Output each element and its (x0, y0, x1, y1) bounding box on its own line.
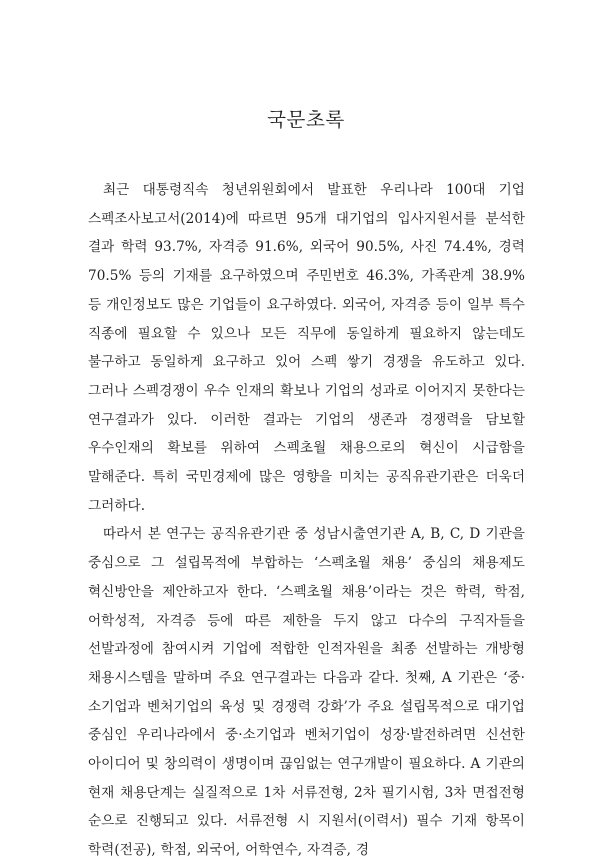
abstract-paragraph-2: 따라서 본 연구는 공직유관기관 중 성남시출연기관 A, B, C, D 기관을 중심으로 그 설립목적에 부합하는 ‘스펙초월 채용’ 중심의 채용제도 혁신방안을 제안하고자 한다. ‘스펙초월 채용’이라는 것은 학력, 학점, 어학성적, 자격증 등에 따른 제한을 두지 않고 다수의 구직자들을 선발과정에 참여시켜 기업에 적합한 인적자원을 최종 선발하는 개방형 채용시스템을 말하며 주요 연구결과는 다음과 같다. 첫째, A 기관은 ‘중·소기업과 벤처기업의 육성 및 경쟁력 강화’가 주요 설립목적으로 대기업 중심인 우리나라에서 중·소기업과 벤처기업이 성장·발전하려면 신선한 아이디어 및 창의력이 생명이며 끊임없는 연구개발이 필요하다. A 기관의 현재 채용단계는 실질적으로 1차 서류전형, 2차 필기시험, 3차 면접전형 순으로 진행되고 있다. 서류전형 시 지원서(이력서) 필수 기재 항목이 학력(전공), 학점, 외국어, 어학연수, 자격증, 경 (88, 526, 525, 859)
abstract-paragraph-1: 최근 대통령직속 청년위원회에서 발표한 우리나라 100대 기업 스펙조사보고서(2014)에 따르면 95개 대기업의 입사지원서를 분석한 결과 학력 93.7%, 자격증 91.6%, 외국어 90.5%, 사진 74.4%, 경력 70.5% 등의 기재를 요구하였으며 주민번호 46.3%, 가족관계 38.9% 등 개인정보도 많은 기업들이 요구하였다. 외국어, 자격증 등이 일부 특수 직종에 필요할 수 있으나 모든 직무에 동일하게 필요하지 않는데도 불구하고 동일하게 요구하고 있어 스펙 쌓기 경쟁을 유도하고 있다. 그러나 스펙경쟁이 우수 인재의 확보나 기업의 성과로 이어지지 못한다는 연구결과가 있다. 이러한 결과는 기업의 생존과 경쟁력을 담보할 우수인재의 확보를 위하여 스펙초월 채용으로의 혁신이 시급함을 말해준다. 특히 국민경제에 많은 영향을 미치는 공직유관기관은 더욱더 그러하다. (88, 182, 525, 514)
page-title: 국문초록 (267, 108, 345, 132)
abstract-body (88, 176, 525, 865)
